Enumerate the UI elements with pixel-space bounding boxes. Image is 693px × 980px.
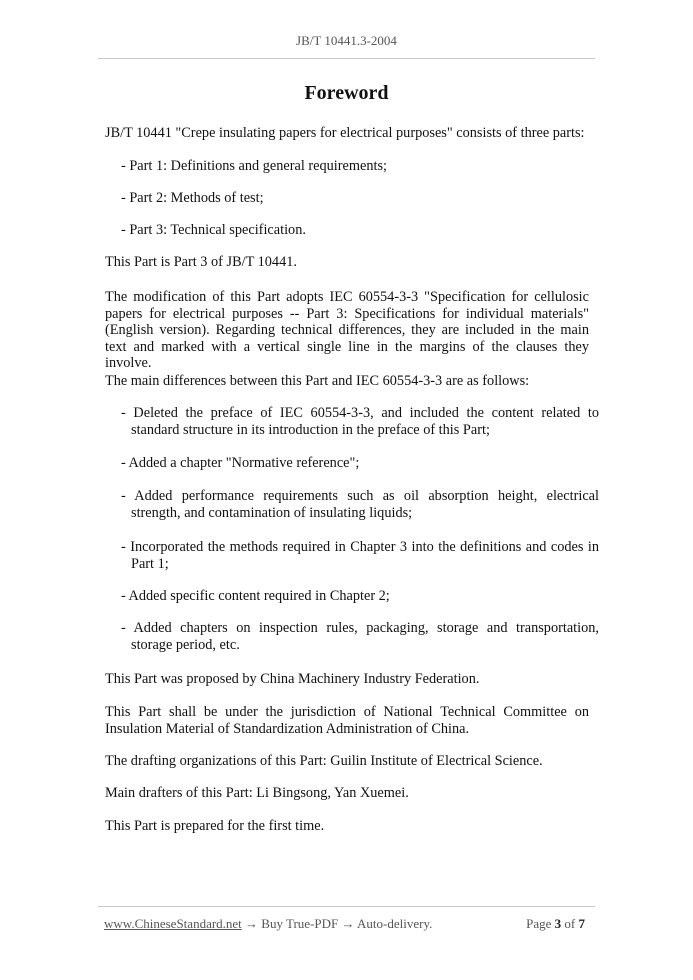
page-label: Page <box>526 916 552 931</box>
paragraph: The main differences between this Part and IEC 60554-3-3 are as follows: <box>105 373 530 389</box>
paragraph: JB/T 10441 "Crepe insulating papers for electrical purposes" consists of three parts: <box>105 125 585 141</box>
header-divider <box>98 58 595 59</box>
page-title: Foreword <box>304 82 389 104</box>
list-item: - Added specific content required in Chapter 2; <box>121 588 390 604</box>
list-item: - Deleted the preface of IEC 60554-3-3, and included the content related to standard structure in its introduction in the preface of this Part; <box>121 405 599 438</box>
paragraph: The modification of this Part adopts IEC 60554-3-3 "Specification for cellulosic papers for electrical purposes -- Part 3: Specifications for individual materials" (English version). Regarding technical differences, they are included in the main text and marked with a vertical single line in the margins of the clauses they involve. <box>105 289 589 371</box>
list-item: - Part 1: Definitions and general requirements; <box>121 158 388 174</box>
footer-divider <box>98 906 595 907</box>
footer-promo <box>104 916 432 932</box>
list-item: - Added performance requirements such as oil absorption height, electrical strength, and contamination of insulating liquids; <box>121 488 599 521</box>
current-page: 3 <box>554 916 562 931</box>
paragraph: Main drafters of this Part: Li Bingsong, Yan Xuemei. <box>105 785 409 801</box>
paragraph: This Part was proposed by China Machinery Industry Federation. <box>105 671 480 687</box>
website-link[interactable]: www.ChineseStandard.net <box>104 916 242 931</box>
footer-text: → Buy True-PDF → Auto-delivery. <box>241 916 433 931</box>
of-label: of <box>564 916 576 931</box>
total-pages: 7 <box>578 916 585 931</box>
paragraph: The drafting organizations of this Part: Guilin Institute of Electrical Science. <box>105 753 543 769</box>
page-number <box>526 916 585 932</box>
paragraph: This Part shall be under the jurisdiction of National Technical Committee on Insulation Material of Standardization Administration of China. <box>105 704 589 737</box>
list-item: - Part 3: Technical specification. <box>121 222 306 238</box>
list-item: - Part 2: Methods of test; <box>121 190 264 206</box>
list-item: - Added chapters on inspection rules, packaging, storage and transportation, storage period, etc. <box>121 620 599 653</box>
document-header: JB/T 10441.3-2004 <box>296 33 397 48</box>
list-item: - Incorporated the methods required in Chapter 3 into the definitions and codes in Part 1; <box>121 539 599 572</box>
list-item: - Added a chapter "Normative reference"; <box>121 455 360 471</box>
paragraph: This Part is Part 3 of JB/T 10441. <box>105 254 297 270</box>
paragraph: This Part is prepared for the first time. <box>105 818 325 834</box>
